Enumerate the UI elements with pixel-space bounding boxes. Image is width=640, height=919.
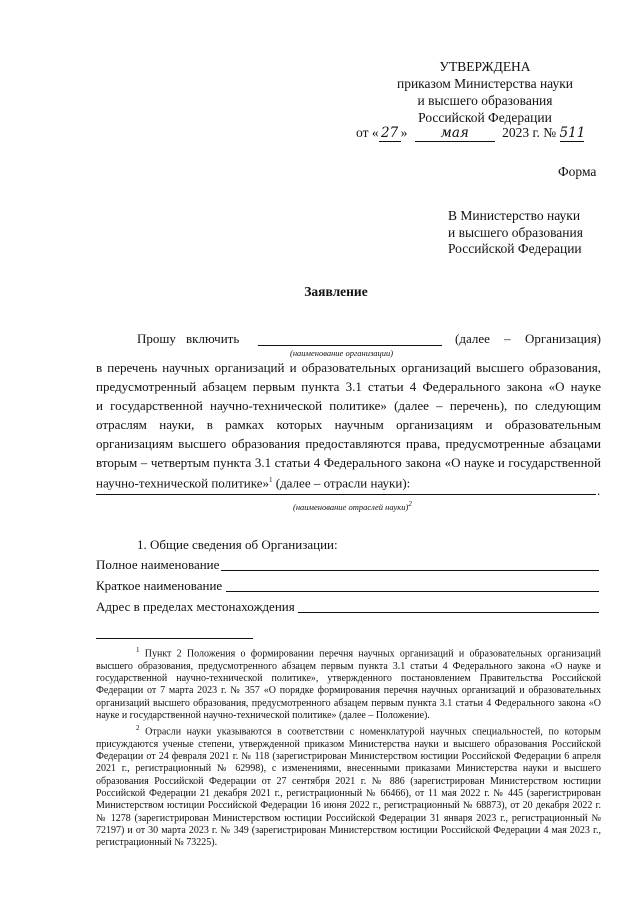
footnote-1-text: Пункт 2 Положения о формировании перечня научных организаций и образовательных организаций высшего образования, предусмотренного абзацем первым пункта 3.1 статьи 4 Федерального закона «О науке и государственной научно-технической политике», утвержденного постановлением Правительства Российской Федерации от 7 марта 2023 г. № 357 «О порядке формирования перечня научных организаций и образовательных организаций высшего образования, предусмотренного абзацем первым пункта 3.1 статьи 4 Федерального закона «О науке и государственной научно-технической политике» (далее – Положение).	[96, 648, 602, 721]
branches-caption	[293, 500, 412, 512]
branches-caption-text: (наименование отраслей науки)	[293, 501, 409, 512]
addressee-block	[448, 208, 583, 258]
footnote-ref-1: 1	[268, 476, 273, 484]
footnotes	[96, 644, 601, 849]
date-year: 2023 г. №	[502, 125, 557, 140]
order-number: 511	[559, 125, 586, 141]
footnote-ref-2: 2	[408, 500, 412, 508]
approval-line-2: и высшего образования	[417, 93, 553, 108]
organization-name-blank[interactable]	[258, 345, 442, 346]
approval-line-1: приказом Министерства науки	[396, 76, 574, 91]
approval-line-3: Российской Федерации	[418, 110, 552, 125]
body-line-6: вторым – четвертым пункта 3.1 статьи 4 Федерального закона «О науке и государственной	[96, 455, 601, 470]
footnote-separator	[96, 638, 253, 639]
date-month: мая	[415, 125, 495, 142]
full-name-field[interactable]	[221, 570, 599, 571]
document-title: Заявление	[304, 284, 368, 299]
body-line-5: организациям высшего образования предоставляются права, предусмотренные абзацами	[96, 436, 601, 451]
footnote-2-text: Отрасли науки указываются в соответствии с номенклатурой научных специальностей, по которым присуждаются ученые степени, утвержденной приказом Министерства науки и высшего образования Российской Федерации от 24 февраля 2021 г. № 118 (зарегистрирован Министерством юстиции Российской Федерации 6 апреля 2021 г., регистрационный № 62998), с изменениями, внесенными приказами Министерства науки и высшего образования Российской Федерации от 27 сентября 2021 г. № 886 (зарегистрирован Министерством юстиции Российской Федерации 21 декабря 2021 г., регистрационный № 66466), от 11 мая 2022 г. № 445 (зарегистрирован Министерством юстиции Российской Федерации 16 июня 2022 г., регистрационный № 68873), от 20 декабря 2022 г. № 1278 (зарегистрирован Министерством юстиции Российской Федерации 31 января 2023 г., регистрационный № 72197) и от 30 марта 2023 г. № 349 (зарегистрирован Министерством юстиции Российской Федерации 4 мая 2023 г., регистрационный № 73225).	[96, 726, 601, 849]
body-after-blank: (далее – Организация)	[455, 331, 601, 346]
addressee-line-2: и высшего образования	[448, 224, 583, 240]
section-1-heading: 1. Общие сведения об Организации:	[137, 537, 338, 552]
full-name-label: Полное наименование	[96, 557, 220, 572]
body-line-7-end: (далее – отрасли науки):	[272, 475, 411, 491]
date-prefix: от «	[356, 125, 379, 140]
body-word-2: включить	[186, 331, 240, 346]
addressee-line-1: В Министерство науки	[448, 208, 581, 223]
approval-date-line	[356, 125, 584, 142]
branches-blank[interactable]	[96, 494, 596, 495]
approval-stamp: УТВЕРЖДЕНА	[439, 59, 531, 74]
body-line-1: в перечень научных организаций и образовательных организаций высшего образования,	[96, 360, 601, 375]
body-line-7	[96, 472, 410, 492]
approval-block	[370, 58, 600, 126]
footnote-2	[96, 722, 601, 849]
body-word-1: Прошу	[137, 331, 176, 346]
date-day: 27	[379, 125, 401, 142]
short-name-label: Краткое наименование	[96, 578, 223, 593]
body-line-3: и государственной научно-технической политике» (далее – перечень), по следующим	[96, 398, 601, 413]
form-label: Форма	[558, 164, 597, 179]
body-line-4: отраслям науки, в рамках которых научным организациям и образовательным	[96, 417, 601, 432]
body-line-7-text: научно-технической политике»	[96, 475, 269, 491]
footnote-2-mark: 2	[136, 724, 140, 733]
short-name-field[interactable]	[226, 591, 599, 592]
branches-end-dot: .	[597, 483, 601, 498]
organization-name-caption: (наименование организации)	[290, 348, 394, 358]
footnote-1-mark: 1	[136, 646, 140, 654]
body-line-2: предусмотренный абзацем первым пункта 3.1 статьи 4 Федерального закона «О науке	[96, 379, 601, 394]
address-label: Адрес в пределах местонахождения	[96, 599, 295, 614]
addressee-line-3: Российской Федерации	[448, 241, 582, 256]
date-mid: »	[400, 125, 408, 140]
footnote-1	[96, 644, 601, 722]
address-field[interactable]	[298, 612, 599, 613]
